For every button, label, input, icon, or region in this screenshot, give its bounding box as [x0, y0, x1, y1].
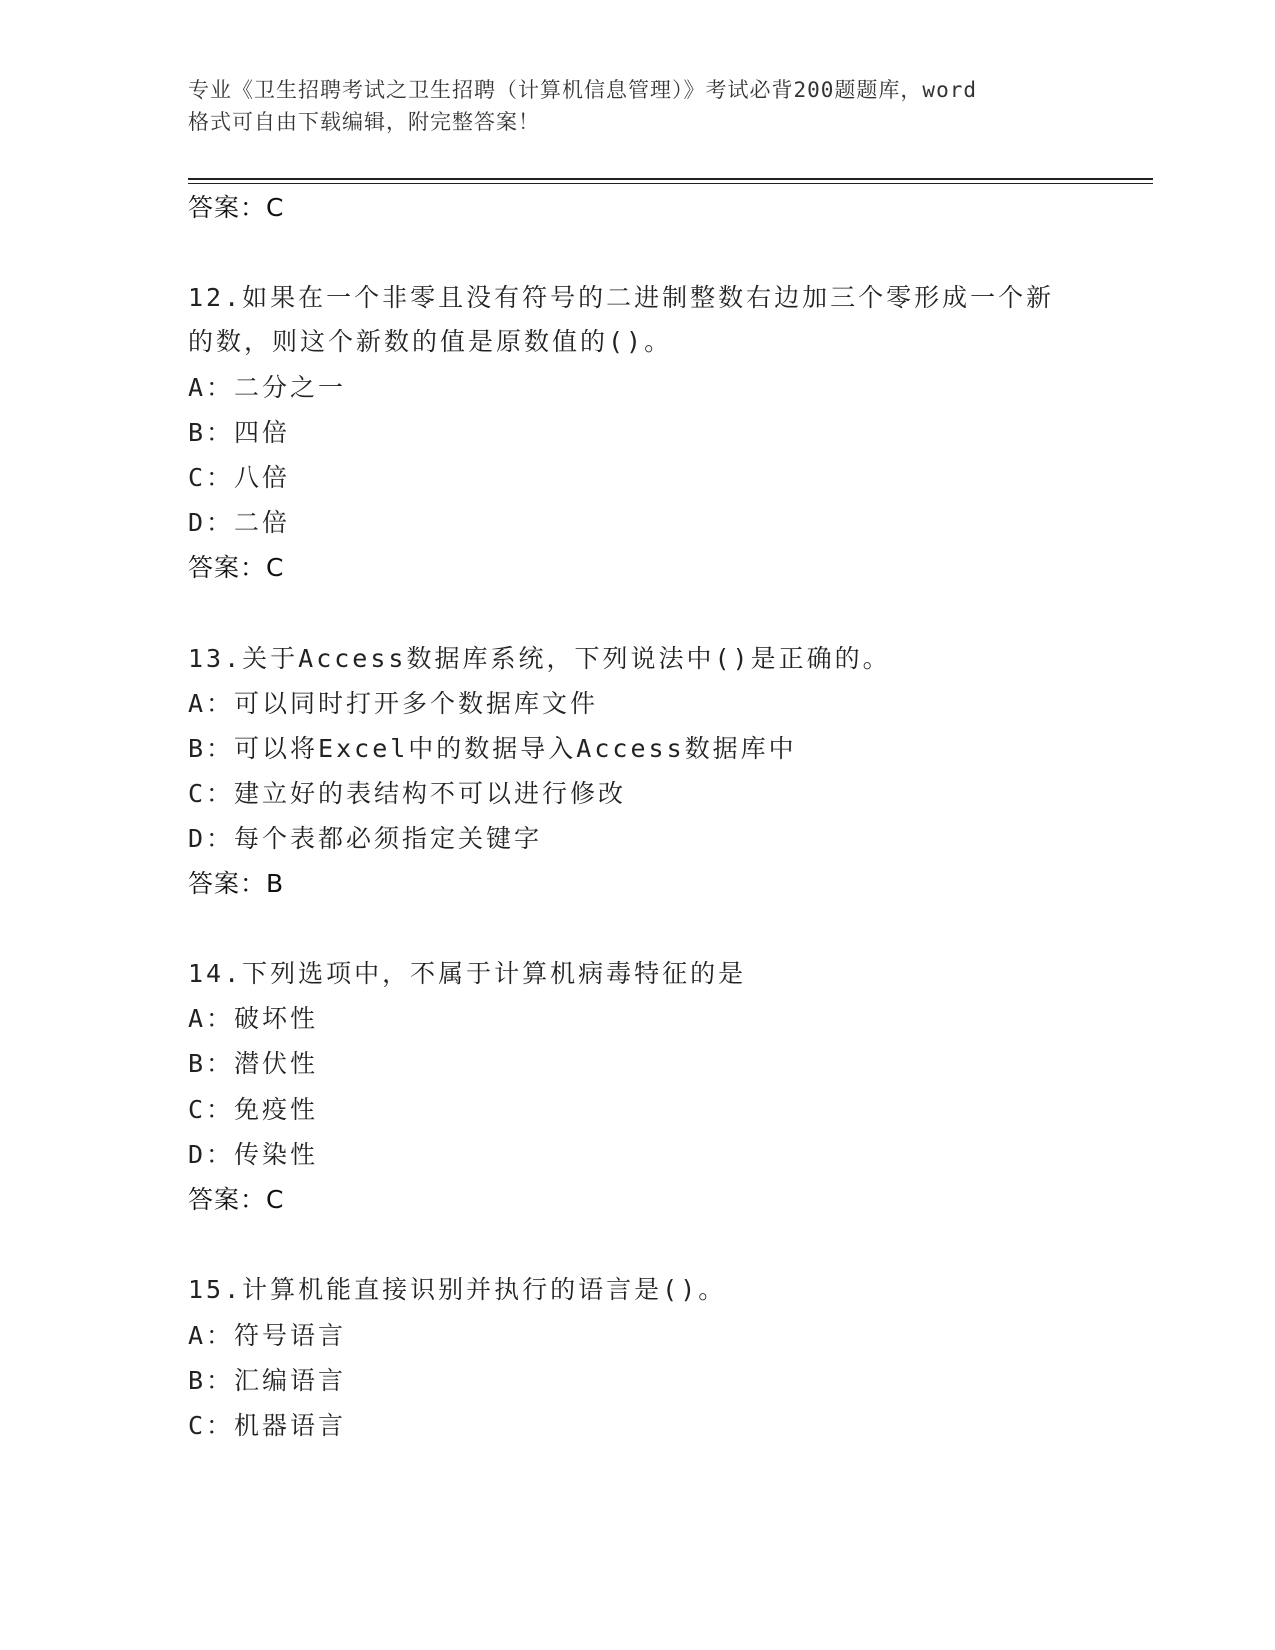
header-line-1: 专业《卫生招聘考试之卫生招聘（计算机信息管理）》考试必背200题题库，word [188, 78, 977, 102]
option-c: C：机器语言 [188, 1411, 347, 1440]
option-b: B：潜伏性 [188, 1049, 319, 1078]
option-a: A：二分之一 [188, 373, 347, 402]
option-b: B：可以将Excel中的数据导入Access数据库中 [188, 734, 797, 763]
answer-previous-question: 答案：C [188, 193, 285, 222]
header-divider-thick [188, 178, 1153, 180]
header-line-2: 格式可自由下载编辑，附完整答案！ [188, 110, 540, 134]
option-a: A：可以同时打开多个数据库文件 [188, 689, 599, 718]
option-d: D：传染性 [188, 1140, 319, 1169]
option-c: C：八倍 [188, 463, 291, 492]
option-a: A：符号语言 [188, 1321, 347, 1350]
header-divider-thin [188, 183, 1153, 184]
answer: 答案：B [188, 869, 285, 898]
option-b: B：汇编语言 [188, 1366, 347, 1395]
option-d: D：每个表都必须指定关键字 [188, 824, 543, 853]
question-stem-line-2: 的数，则这个新数的值是原数值的()。 [188, 327, 673, 356]
answer: 答案：C [188, 553, 285, 582]
question-stem-line-1: 12.如果在一个非零且没有符号的二进制整数右边加三个零形成一个新 [188, 283, 1055, 312]
question-stem-line-1: 14.下列选项中，不属于计算机病毒特征的是 [188, 959, 747, 988]
option-d: D：二倍 [188, 508, 291, 537]
option-c: C：建立好的表结构不可以进行修改 [188, 779, 627, 808]
question-stem-line-1: 13.关于Access数据库系统，下列说法中()是正确的。 [188, 644, 891, 673]
option-c: C：免疫性 [188, 1095, 319, 1124]
option-b: B：四倍 [188, 418, 291, 447]
question-stem-line-1: 15.计算机能直接识别并执行的语言是()。 [188, 1275, 727, 1304]
answer: 答案：C [188, 1185, 285, 1214]
document-header [188, 74, 1088, 138]
option-a: A：破坏性 [188, 1004, 319, 1033]
